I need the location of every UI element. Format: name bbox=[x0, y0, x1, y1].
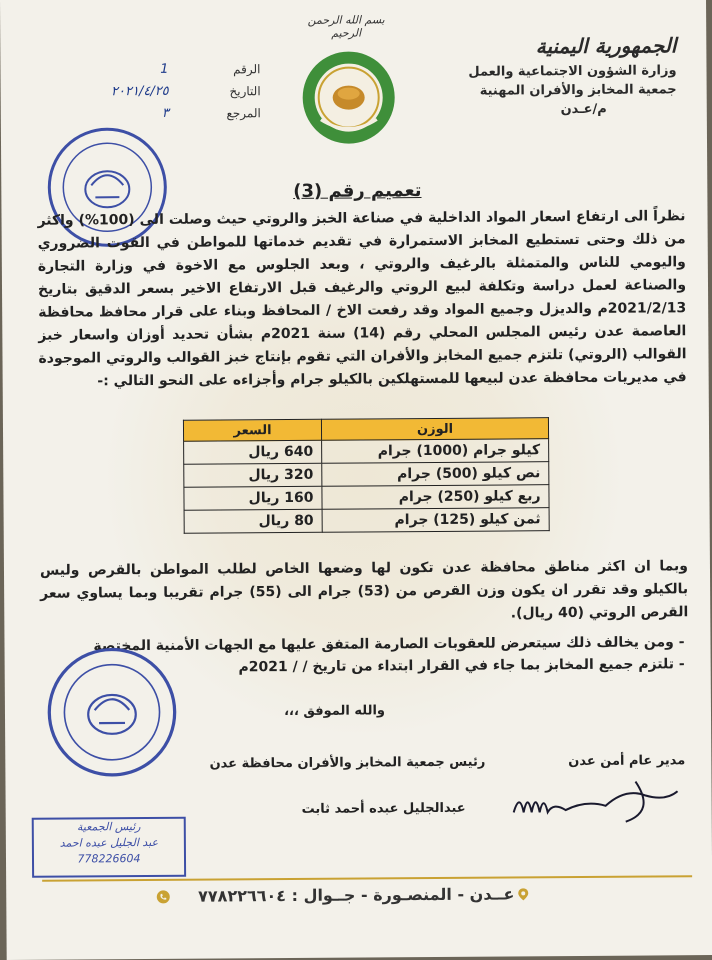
weight-cell: كيلو جرام (1000) جرام bbox=[322, 439, 549, 464]
table-header-row bbox=[183, 418, 548, 442]
closing-phrase: والله الموفق ،،، bbox=[284, 703, 386, 720]
footer-contact: عــدن - المنصـورة - جــوال : ٧٧٨٢٢٦٦٠٤ bbox=[198, 884, 515, 906]
rect-stamp-line: 778226604 bbox=[77, 852, 141, 866]
branch-name: م/عـدن bbox=[560, 101, 607, 118]
list-item: - ومن يخالف ذلك سيتعرض للعقوبات الصارمة المتفق عليها مع الجهات الأمنية المختصة bbox=[93, 634, 685, 655]
date-value: ٢٠٢١/٤/٢٥ bbox=[110, 83, 169, 100]
right-signatory-title: مدير عام أمن عدن bbox=[568, 753, 686, 770]
list-item: - تلتزم جميع المخابز بما جاء في القرار ابتداء من تاريخ / / 2021م bbox=[238, 656, 685, 676]
number-label: الرقم bbox=[233, 62, 261, 77]
body-paragraph-2: وبما ان اكثر مناطق محافظة عدن تكون لها وضعها الخاص لطلب المواطن بالقرص وليس بالكيلو وقد تقرر ان يكون وزن القرص من (53) جرام الى (55) جرام تقريبا وبما يساوي سعر القرص الروتي (40 ريال). bbox=[39, 558, 689, 622]
table-row bbox=[184, 439, 549, 465]
rect-stamp-line: عبد الجليل عبده احمد bbox=[59, 835, 159, 850]
weight-header: الوزن bbox=[321, 418, 548, 441]
bullet-text: تلتزم جميع المخابز بما جاء في القرار ابتداء من تاريخ / / 2021م bbox=[238, 656, 675, 676]
weight-cell: نص كيلو (500) جرام bbox=[322, 462, 549, 487]
association-name: جمعية المخابز والأفران المهنية bbox=[479, 82, 677, 99]
letterhead bbox=[406, 33, 677, 120]
price-table bbox=[183, 417, 550, 534]
price-cell: 320 ريال bbox=[184, 463, 322, 487]
circular-title: تعميم رقم (3) bbox=[293, 180, 422, 202]
ref-value: ٣ bbox=[161, 105, 169, 121]
association-logo-icon bbox=[300, 49, 397, 146]
left-signatory-title: رئيس جمعية المخابز والأفران محافظة عدن bbox=[209, 754, 486, 772]
ministry-name: وزارة الشؤون الاجتماعية والعمل bbox=[468, 63, 677, 80]
price-cell: 80 ريال bbox=[184, 509, 322, 533]
price-cell: 160 ريال bbox=[184, 486, 322, 510]
handwritten-signature bbox=[505, 771, 685, 832]
bullet-text: ومن يخالف ذلك سيتعرض للعقوبات الصارمة المتفق عليها مع الجهات الأمنية المختصة bbox=[93, 634, 674, 655]
rect-stamp-line: رئيس الجمعية bbox=[76, 820, 141, 834]
round-stamp-bottom bbox=[45, 645, 180, 780]
weight-cell: ثمن كيلو (125) جرام bbox=[322, 508, 549, 533]
gov-title: الجمهورية اليمنية bbox=[535, 33, 677, 59]
table-row bbox=[184, 462, 549, 488]
price-header: السعر bbox=[183, 419, 321, 441]
basmala: بسم الله الرحمن الرحيم bbox=[307, 13, 385, 40]
ref-label: المرجع bbox=[226, 106, 261, 121]
weight-cell: ربع كيلو (250) جرام bbox=[322, 485, 549, 510]
number-value: 1 bbox=[160, 61, 169, 77]
table-row bbox=[184, 485, 549, 511]
date-label: التاريخ bbox=[229, 84, 261, 99]
rectangular-stamp bbox=[32, 817, 186, 878]
body-paragraph-1: نظراً الى ارتفاع اسعار المواد الداخلية في صناعة الخبز والروتي حيث وصلت الى (100%) واكثر من ذلك وحتى تستطيع المخابز الاستمرارة في تقديم خدماتها للمواطن في القوت الضروري واليومي للناس والمتمثلة بالرغيف والروتي ، وبعد الجلوس مع الاخوة في وزارة التجارة والصناعة لعمل دراسة وتكلفة لبيع الروتي والرغيف قبل الارتفاع الاخير بسعر الدقيق بتاريخ 2021/2/13م والديزل وجميع المواد وقد رفعت الاخ / المحافظ وبناء على قرار محافظ محافظة العاصمة عدن رئيس المجلس المحلي رقم (14) سنة 2021م بشأن تحديد أوزان واسعار خبز القوالب (الروتي) تلتزم جميع المخابز والأفران التي تقوم بإنتاج خبز القوالب والروتي الموجودة في مديريات محافظة عدن لبيعها للمستهلكين بالكيلو جرام وأجزاءه على النحو التالي :- bbox=[37, 208, 687, 390]
left-signatory-name: عبدالجليل عبده أحمد ثابت bbox=[301, 800, 466, 817]
price-cell: 640 ريال bbox=[184, 440, 322, 464]
table-row bbox=[184, 508, 549, 534]
document-meta-values bbox=[38, 59, 168, 126]
document-meta-labels bbox=[170, 58, 260, 125]
